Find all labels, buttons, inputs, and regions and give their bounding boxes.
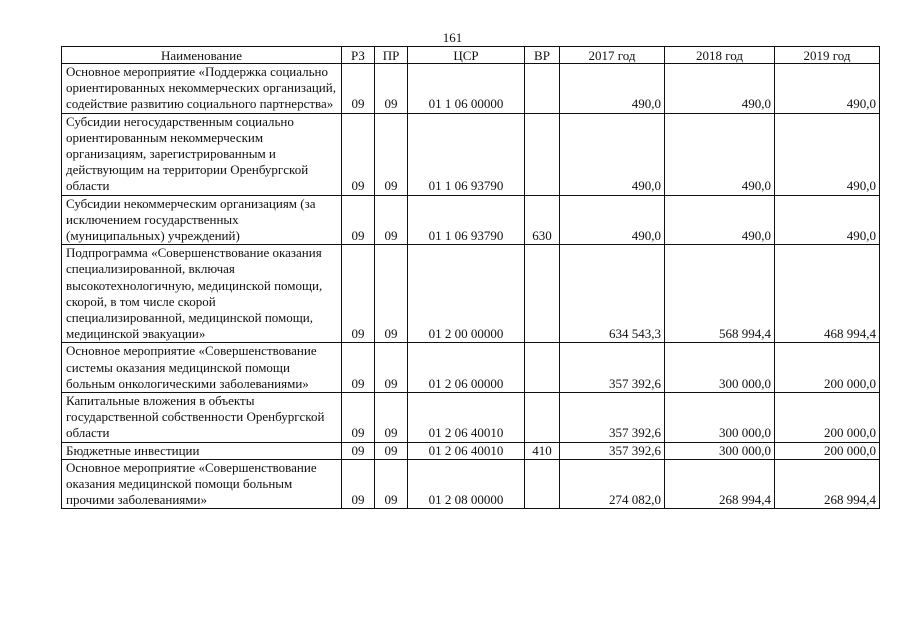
row-rz: 09 <box>342 64 375 114</box>
row-2019: 468 994,4 <box>775 245 880 343</box>
row-2017: 490,0 <box>560 64 665 114</box>
header-2017: 2017 год <box>560 47 665 64</box>
row-2018: 300 000,0 <box>665 442 775 459</box>
row-name: Основное мероприятие «Совершенствование оказания медицинской помощи больным прочими заболеваниями» <box>62 459 342 509</box>
row-2019: 268 994,4 <box>775 459 880 509</box>
row-vr <box>525 459 560 509</box>
row-name: Основное мероприятие «Поддержка социально ориентированных некоммерческих организаций, содействие развитию социального партнерства» <box>62 64 342 114</box>
table-row <box>62 393 880 443</box>
row-csr: 01 1 06 00000 <box>408 64 525 114</box>
row-vr <box>525 245 560 343</box>
table-row <box>62 459 880 509</box>
row-2017: 490,0 <box>560 113 665 195</box>
row-2019: 490,0 <box>775 195 880 245</box>
row-csr: 01 2 00 00000 <box>408 245 525 343</box>
row-pr: 09 <box>375 245 408 343</box>
row-2019: 200 000,0 <box>775 442 880 459</box>
row-rz: 09 <box>342 195 375 245</box>
row-2017: 634 543,3 <box>560 245 665 343</box>
row-pr: 09 <box>375 393 408 443</box>
row-2017: 490,0 <box>560 195 665 245</box>
row-pr: 09 <box>375 195 408 245</box>
row-2018: 300 000,0 <box>665 343 775 393</box>
row-2018: 300 000,0 <box>665 393 775 443</box>
row-vr <box>525 343 560 393</box>
row-name: Подпрограмма «Совершенствование оказания специализированной, включая высокотехнологичную, медицинской помощи, скорой, в том числе скорой специализированной, медицинской помощи, медицинской эвакуации» <box>62 245 342 343</box>
row-vr <box>525 393 560 443</box>
row-csr: 01 2 06 40010 <box>408 442 525 459</box>
row-csr: 01 2 06 40010 <box>408 393 525 443</box>
row-rz: 09 <box>342 442 375 459</box>
row-vr: 410 <box>525 442 560 459</box>
row-name: Бюджетные инвестиции <box>62 442 342 459</box>
row-rz: 09 <box>342 245 375 343</box>
row-rz: 09 <box>342 459 375 509</box>
row-csr: 01 1 06 93790 <box>408 195 525 245</box>
row-name: Основное мероприятие «Совершенствование системы оказания медицинской помощи больным онкологическими заболеваниями» <box>62 343 342 393</box>
row-name: Субсидии негосударственным социально ориентированным некоммерческим организациям, зарегистрированным и действующим на территории Оренбургской области <box>62 113 342 195</box>
table-row <box>62 113 880 195</box>
row-2018: 490,0 <box>665 64 775 114</box>
row-vr <box>525 64 560 114</box>
row-2018: 268 994,4 <box>665 459 775 509</box>
table-row <box>62 343 880 393</box>
row-pr: 09 <box>375 459 408 509</box>
table-row <box>62 195 880 245</box>
row-2018: 490,0 <box>665 195 775 245</box>
row-csr: 01 1 06 93790 <box>408 113 525 195</box>
table-row <box>62 64 880 114</box>
row-vr <box>525 113 560 195</box>
page-number: 161 <box>442 30 463 45</box>
table-row <box>62 442 880 459</box>
header-pr: ПР <box>375 47 408 64</box>
row-pr: 09 <box>375 442 408 459</box>
row-rz: 09 <box>342 343 375 393</box>
row-csr: 01 2 08 00000 <box>408 459 525 509</box>
header-vr: ВР <box>525 47 560 64</box>
budget-table <box>61 46 880 509</box>
header-csr: ЦСР <box>408 47 525 64</box>
row-2018: 568 994,4 <box>665 245 775 343</box>
row-rz: 09 <box>342 113 375 195</box>
row-2017: 357 392,6 <box>560 393 665 443</box>
row-2017: 357 392,6 <box>560 343 665 393</box>
row-name: Капитальные вложения в объекты государственной собственности Оренбургской области <box>62 393 342 443</box>
header-name: Наименование <box>62 47 342 64</box>
row-name: Субсидии некоммерческим организациям (за исключением государственных (муниципальных) учреждений) <box>62 195 342 245</box>
header-2018: 2018 год <box>665 47 775 64</box>
row-pr: 09 <box>375 343 408 393</box>
row-2019: 490,0 <box>775 113 880 195</box>
row-2019: 490,0 <box>775 64 880 114</box>
row-pr: 09 <box>375 113 408 195</box>
row-rz: 09 <box>342 393 375 443</box>
table-row <box>62 245 880 343</box>
header-2019: 2019 год <box>775 47 880 64</box>
row-pr: 09 <box>375 64 408 114</box>
header-rz: РЗ <box>342 47 375 64</box>
row-2018: 490,0 <box>665 113 775 195</box>
row-2019: 200 000,0 <box>775 393 880 443</box>
row-2017: 357 392,6 <box>560 442 665 459</box>
row-2017: 274 082,0 <box>560 459 665 509</box>
row-vr: 630 <box>525 195 560 245</box>
header-row <box>62 47 880 64</box>
row-csr: 01 2 06 00000 <box>408 343 525 393</box>
row-2019: 200 000,0 <box>775 343 880 393</box>
